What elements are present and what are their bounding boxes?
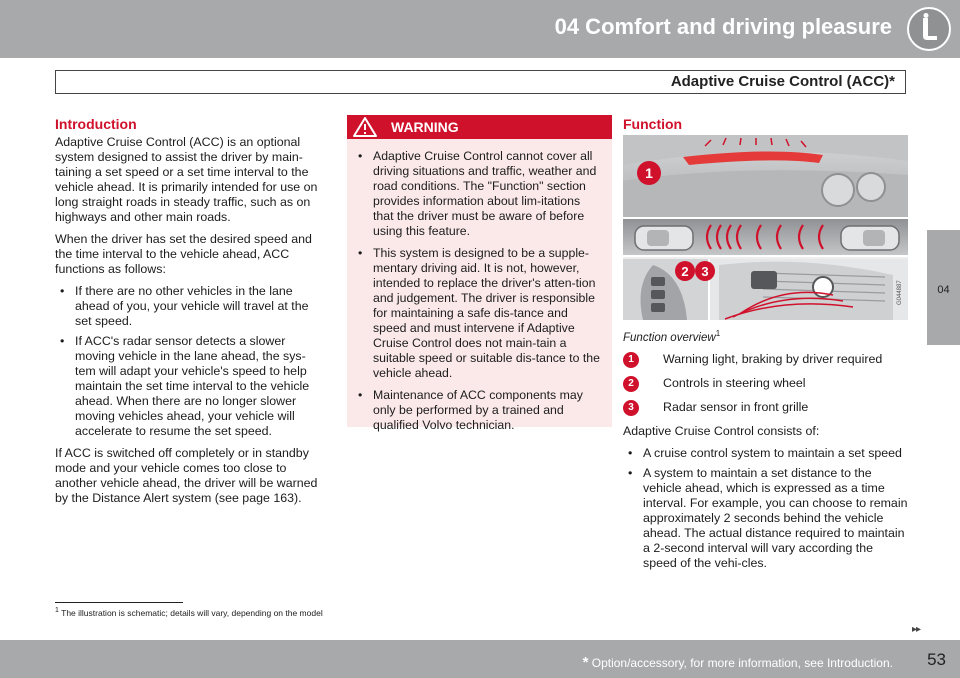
- callout-item: [623, 376, 908, 391]
- footnote-mark: 1: [55, 607, 59, 614]
- footer-note: [583, 654, 893, 671]
- callout-item: [623, 400, 908, 415]
- figure-code: G044887: [897, 280, 903, 305]
- side-tab-label: 04: [937, 284, 950, 296]
- page-number: 53: [927, 650, 946, 669]
- callout-text: Controls in steering wheel: [663, 375, 806, 390]
- callout-number: 2: [623, 376, 639, 392]
- function-bullet: • A system to maintain a set distance to the vehicle ahead, which is expressed as a time interval. For example, you can choose to remain approximately 2 seconds behind the vehicle ahead. The actual distance required to maintain a 2-second interval will vary according the speed of the vehi-cles.: [623, 466, 908, 571]
- svg-text:1: 1: [645, 165, 653, 181]
- warning-box: [347, 115, 612, 432]
- intro-paragraph-2: When the driver has set the desired speed and the time interval to the vehicle ahead, ACC functions as follows:: [55, 232, 312, 276]
- seat-icon: [906, 6, 952, 52]
- function-bullet: • A cruise control system to maintain a set speed: [623, 446, 908, 461]
- warning-list: [347, 139, 612, 433]
- warning-item: • Adaptive Cruise Control cannot cover all driving situations and traffic, weather and road conditions. The "Function" section provides information about lim-itations that the driver must be aware of before using this feature.: [353, 149, 602, 239]
- callout-number: 1: [623, 352, 639, 368]
- warning-title: WARNING: [391, 119, 459, 135]
- header-bar: [0, 0, 960, 58]
- next-page-arrows-icon[interactable]: ▸▸: [912, 624, 921, 635]
- footer-bar: [0, 640, 960, 678]
- callout-text: Radar sensor in front grille: [663, 399, 809, 414]
- section-title: Adaptive Cruise Control (ACC)*: [670, 73, 895, 90]
- callout-number: 3: [623, 400, 639, 416]
- footnote-text: The illustration is schematic; details will vary, depending on the model: [61, 607, 323, 618]
- consists-text: Adaptive Cruise Control consists of:: [623, 423, 820, 438]
- function-column: [623, 117, 908, 578]
- intro-paragraph-1: Adaptive Cruise Control (ACC) is an optional system designed to assist the driver by main-taining a set speed or a set time interval to the vehicle ahead. It is primarily intended for use on long straight roads in steady traffic, such as on highways and other main roads.: [55, 135, 318, 224]
- footnote-divider: [55, 602, 183, 603]
- intro-bullet: • If there are no other vehicles in the lane ahead of you, your vehicle will travel at the set speed.: [55, 284, 322, 329]
- svg-text:2: 2: [681, 264, 689, 279]
- svg-text:3: 3: [701, 264, 709, 279]
- footer-star: *: [582, 654, 589, 671]
- intro-paragraph-3: If ACC is switched off completely or in standby mode and your vehicle comes too close to another vehicle ahead, the driver will be warned by the Distance Alert system (see page 163).: [55, 446, 318, 505]
- warning-header: [347, 115, 612, 139]
- warning-triangle-icon: [353, 117, 377, 137]
- footer-note-text: Option/accessory, for more information, see Introduction.: [588, 656, 893, 670]
- intro-column: [55, 117, 322, 513]
- figure-caption: [623, 326, 908, 346]
- chapter-side-tab: [927, 230, 960, 345]
- intro-bullet-list: [55, 284, 322, 439]
- figure-caption-text: Function overview: [623, 331, 716, 344]
- function-heading: Function: [623, 116, 683, 132]
- footnote: [55, 607, 323, 618]
- section-header: [55, 70, 906, 94]
- acc-schematic-drawing: [623, 135, 908, 320]
- function-overview-illustration: [623, 135, 908, 320]
- callout-text: Warning light, braking by driver required: [663, 351, 883, 366]
- warning-item: • This system is designed to be a supple-mentary driving aid. It is not, however, intended to replace the driver's atten-tion and judgement. The driver is responsible for maintaining a safe dis-tance and speed and must intervene if Adaptive Cruise Control does not main-tain a suitable speed or suitable dis-tance to the vehicle ahead.: [353, 246, 602, 381]
- warning-item: • Maintenance of ACC components may only be performed by a trained and qualified Volvo technician.: [353, 388, 602, 433]
- function-bullet-list: [623, 446, 908, 571]
- figure-caption-footnote-mark: 1: [715, 329, 721, 338]
- chapter-title: 04 Comfort and driving pleasure: [554, 14, 892, 39]
- intro-heading: Introduction: [55, 116, 137, 132]
- callout-item: [623, 352, 908, 367]
- intro-bullet: • If ACC's radar sensor detects a slower moving vehicle in the lane ahead, the sys-tem will adapt your vehicle's speed to help maintain the set time interval to the vehicle ahead. When there are no longer slower moving vehicles ahead, your vehicle will accelerate to resume the set speed.: [55, 334, 322, 439]
